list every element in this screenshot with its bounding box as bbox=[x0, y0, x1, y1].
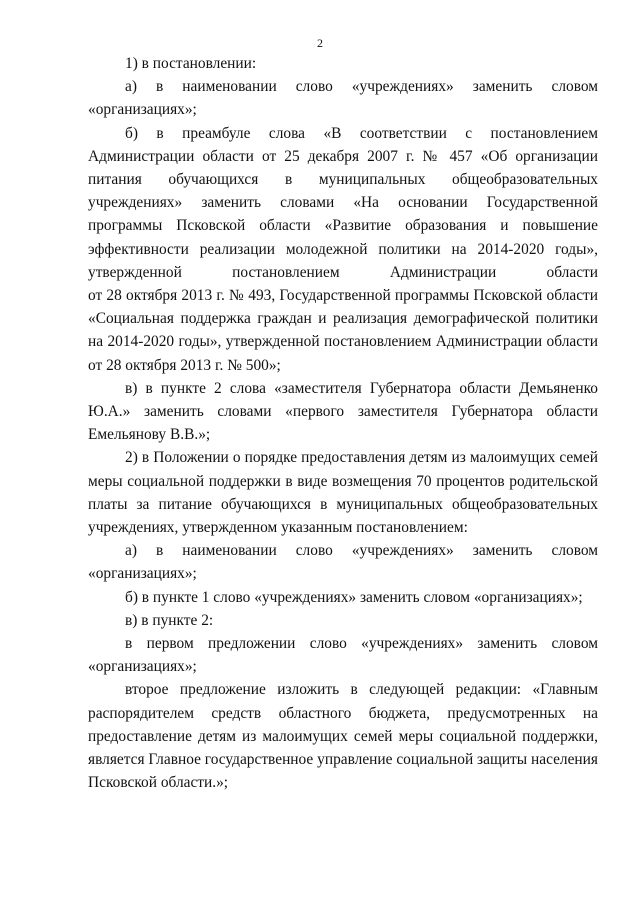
paragraph-item-1b: б) в преамбуле слова «В соответствии с постановлением Администрации области от 25 декабря 2007 г. № 457 «Об организации питания обучающихся в муниципальных общеобразовательных учреждениях» заменить словами «На основании Государственной программы Псковской области «Развитие образования и повышение эффективности реализации молодежной политики на 2014-2020 годы», утвержденной постановлением Администрации области bbox=[88, 124, 598, 281]
paragraph-item-2c-second-sentence: второе предложение изложить в следующей редакции: «Главным распорядителем средств областного бюджета, предусмотренных на предоставление детям из малоимущих семей меры социальной поддержки, является Главное государственное управление социальной защиты населения Псковской области.»; bbox=[88, 681, 598, 792]
document-body bbox=[88, 52, 598, 795]
paragraph-item-1a: а) в наименовании слово «учреждениях» заменить словом «организациях»; bbox=[88, 78, 598, 119]
paragraph-item-1c: в) в пункте 2 слова «заместителя Губернатора области Демьяненко Ю.А.» заменить словами «первого заместителя Губернатора области Емельянову В.В.»; bbox=[88, 379, 598, 444]
page-number: 2 bbox=[317, 36, 323, 50]
paragraph-item-2c: в) в пункте 2: bbox=[125, 611, 214, 629]
paragraph-item-2: 2) в Положении о порядке предоставления детям из малоимущих семей меры социальной поддержки в виде возмещения 70 процентов родительской платы за питание обучающихся в муниципальных общеобразовательных учреждениях, утвержденном указанным постановлением: bbox=[88, 449, 598, 537]
paragraph-item-2a: а) в наименовании слово «учреждениях» заменить словом «организациях»; bbox=[88, 542, 598, 583]
paragraph-item-1: 1) в постановлении: bbox=[125, 55, 257, 72]
paragraph-item-2c-first-sentence: в первом предложении слово «учреждениях» заменить словом «организациях»; bbox=[88, 635, 598, 676]
paragraph-item-2b: б) в пункте 1 слово «учреждениях» заменить словом «организациях»; bbox=[125, 588, 583, 606]
paragraph-item-1b-continued: от 28 октября 2013 г. № 493, Государственной программы Псковской области «Социальная поддержка граждан и реализация демографической политики на 2014-2020 годы», утвержденной постановлением Администрации области от 28 октября 2013 г. № 500»; bbox=[88, 287, 598, 374]
